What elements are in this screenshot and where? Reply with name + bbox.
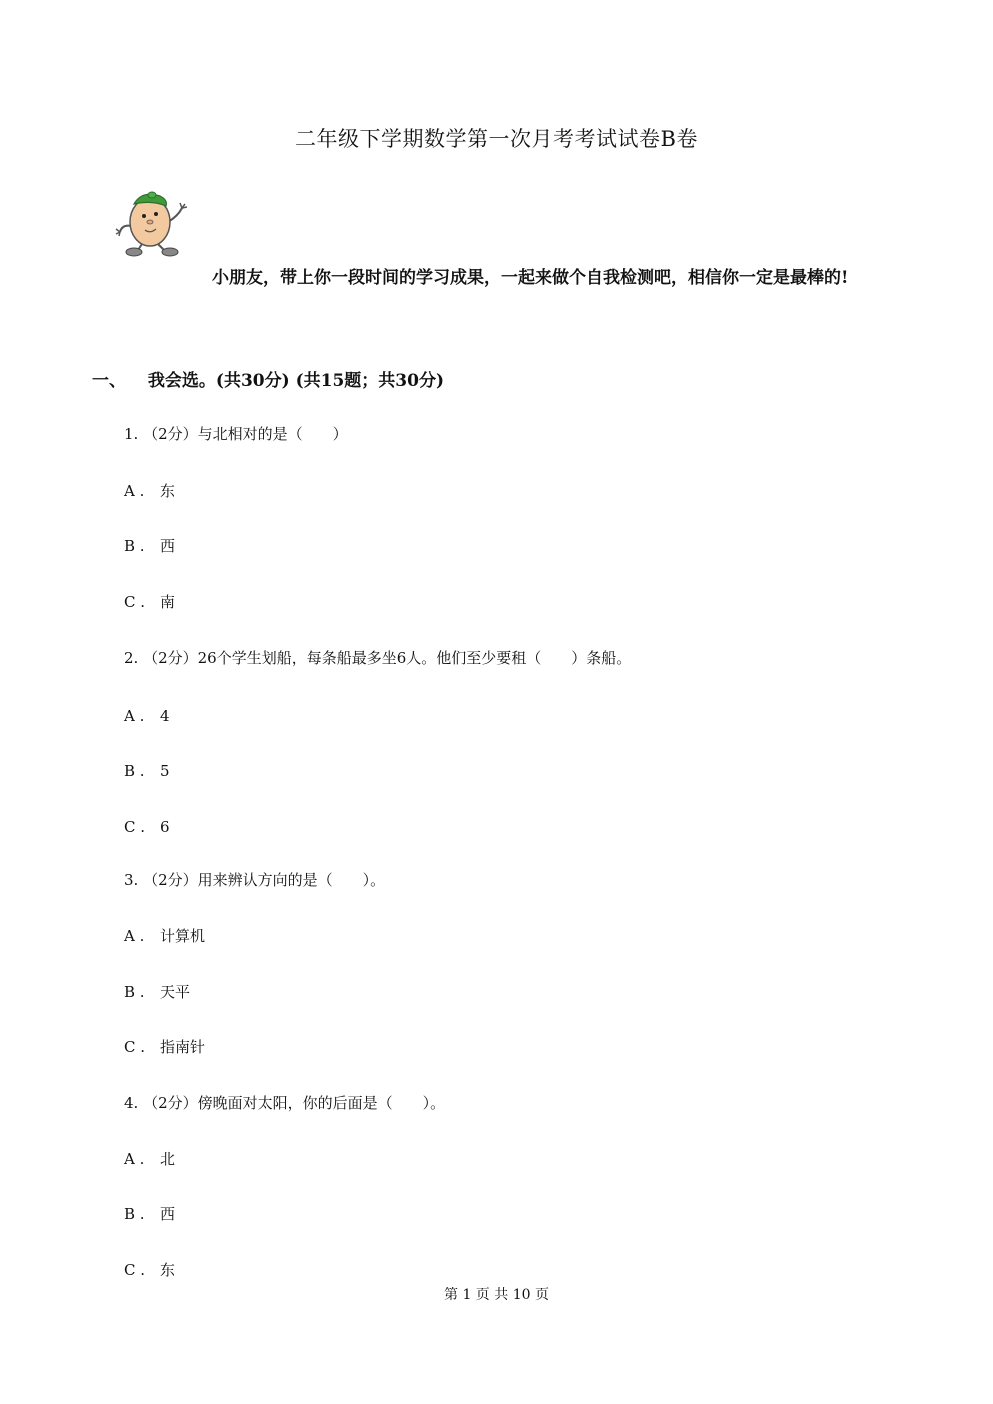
section-title: 我会选。(共30分) (共15题；共30分) [147, 371, 444, 391]
page-footer: 第 1 页 共 10 页 [444, 1287, 549, 1303]
option-text: 4 [160, 707, 170, 725]
option-item [124, 592, 175, 612]
option-text: 计算机 [160, 927, 206, 945]
question-stem: 4. （2分）傍晚面对太阳，你的后面是（ ）。 [124, 1094, 446, 1112]
option-text: 6 [160, 818, 170, 836]
option-item [124, 1037, 205, 1057]
option-item [124, 536, 175, 556]
option-text: 东 [160, 482, 176, 500]
option-text: 天平 [160, 983, 191, 1001]
option-item [124, 1204, 175, 1224]
option-item [124, 1260, 175, 1280]
option-letter: B . [124, 1205, 145, 1223]
question-stem: 1. （2分）与北相对的是（ ） [124, 425, 348, 443]
option-letter: C . [124, 593, 146, 611]
page-title: 二年级下学期数学第一次月考考试试卷B卷 [295, 127, 698, 151]
cartoon-boy-mascot-icon [112, 186, 196, 258]
option-item [124, 481, 175, 501]
option-text: 西 [160, 1205, 176, 1223]
option-letter: A . [124, 707, 145, 725]
option-item [124, 926, 205, 946]
option-item [124, 817, 170, 837]
option-letter: A . [124, 1150, 145, 1168]
option-item [124, 761, 170, 781]
option-letter: B . [124, 537, 145, 555]
option-text: 西 [160, 537, 176, 555]
option-letter: C . [124, 1261, 146, 1279]
option-letter: B . [124, 762, 145, 780]
option-letter: C . [124, 818, 146, 836]
option-letter: C . [124, 1038, 146, 1056]
option-text: 南 [160, 593, 176, 611]
option-text: 北 [160, 1150, 176, 1168]
option-item [124, 982, 190, 1002]
option-item [124, 706, 170, 726]
question-stem: 3. （2分）用来辨认方向的是（ ）。 [124, 871, 386, 889]
option-letter: A . [124, 927, 145, 945]
option-item [124, 1149, 175, 1169]
option-text: 5 [160, 762, 170, 780]
section-number: 一、 [92, 371, 126, 391]
option-text: 东 [160, 1261, 176, 1279]
question-stem: 2. （2分）26个学生划船，每条船最多坐6人。他们至少要租（ ）条船。 [124, 649, 632, 667]
section-heading [92, 366, 444, 391]
option-text: 指南针 [160, 1038, 206, 1056]
option-letter: B . [124, 983, 145, 1001]
intro-paragraph: 小朋友，带上你一段时间的学习成果，一起来做个自我检测吧，相信你一定是最棒的! [212, 268, 849, 288]
option-letter: A . [124, 482, 145, 500]
